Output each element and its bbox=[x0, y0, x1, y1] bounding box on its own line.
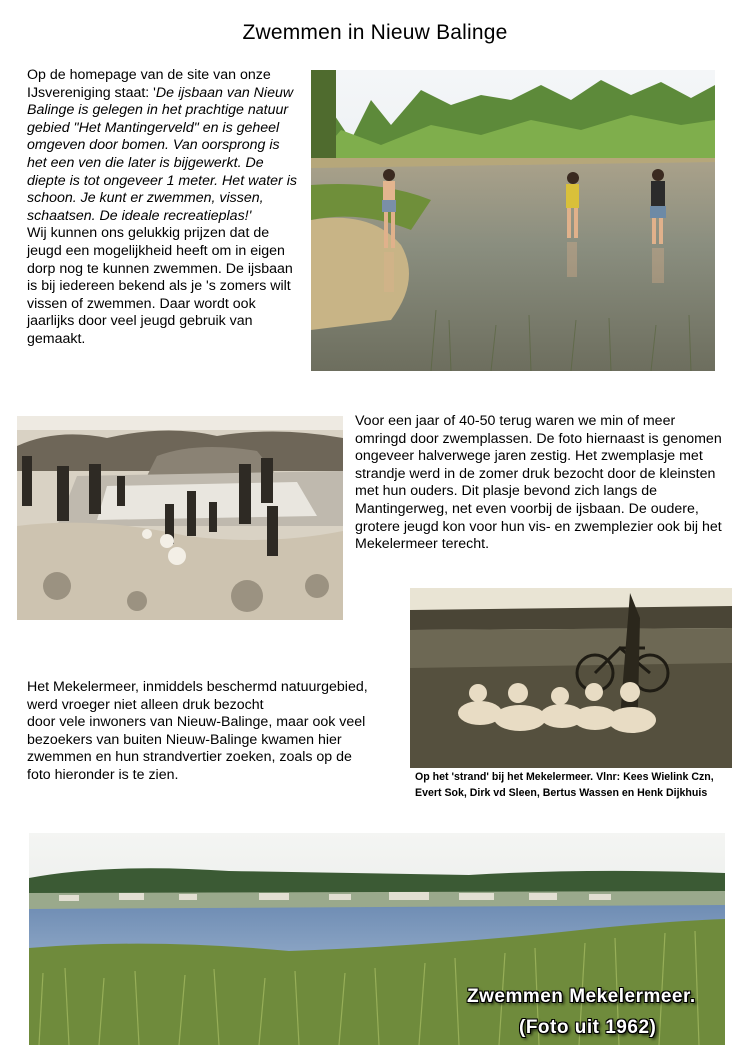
photo-overlay-title: Zwemmen Mekelermeer. bbox=[467, 986, 696, 1007]
intro-text bbox=[27, 67, 299, 349]
photo-sand-pit bbox=[17, 416, 343, 620]
intro-quote: De ijsbaan van Nieuw Balinge is gelegen in het prachtige natuur gebied "Het Mantingerveld" en is geheel omgeven door bomen. Van oorsprong is het een ven die later is bijgewerkt. De diepte is tot ongeveer 1 meter. Het water is schoon. Je kunt er zwemmen, vissen, schaatsen. De ideale recreatieplas!' bbox=[27, 84, 297, 224]
intro-rest: Wij kunnen ons gelukkig prijzen dat de jeugd een mogelijkheid heeft om in eigen dorp nog te kunnen zwemmen. De ijsbaan is bij iedereen bekend als je 's zomers wilt vissen of zwemmen. Daar wordt ook jaarlijks door veel jeugd gebruik van gemaakt. bbox=[27, 225, 293, 347]
middle-paragraph: Voor een jaar of 40-50 terug waren we min of meer omringd door zwemplassen. De foto hiernaast is genomen ongeveer halverwege jaren zestig. Het zwemplasje met strandje werd in de zomer druk bezocht door de kleinsten met hun ouders. Dit plasje bevond zich langs de Mantingerweg, net even voorbij de ijsbaan. De oudere, grotere jeugd kon voor hun vis- en zwemplezier ook bij het Mekelermeer terecht. bbox=[355, 413, 722, 553]
lower-text bbox=[27, 679, 377, 785]
photo-overlay-year: (Foto uit 1962) bbox=[519, 1017, 657, 1038]
caption-line-2: Evert Sok, Dirk vd Sleen, Bertus Wassen en Henk Dijkhuis bbox=[415, 787, 708, 799]
middle-text bbox=[355, 413, 725, 554]
lower-line-1: Het Mekelermeer, inmiddels beschermd natuurgebied, werd vroeger niet alleen druk bezocht bbox=[27, 679, 368, 713]
photo-caption bbox=[415, 769, 714, 801]
lower-line-2: door vele inwoners van Nieuw-Balinge, maar ook veel bezoekers van buiten Nieuw-Balinge kwamen hier zwemmen en hun strandvertier zoeken, zoals op de foto hieronder is te zien. bbox=[27, 714, 366, 783]
photo-boys-lying bbox=[410, 588, 732, 768]
photo-mekelermeer bbox=[29, 833, 725, 1045]
photo-girls-wading bbox=[311, 70, 715, 371]
caption-line-1: Op het 'strand' bij het Mekelermeer. Vlnr: Kees Wielink Czn, bbox=[415, 771, 714, 783]
intro-lead: Op de homepage van de site van onze IJsvereniging staat: ' bbox=[27, 67, 271, 101]
page-title: Zwemmen in Nieuw Balinge bbox=[242, 21, 508, 44]
